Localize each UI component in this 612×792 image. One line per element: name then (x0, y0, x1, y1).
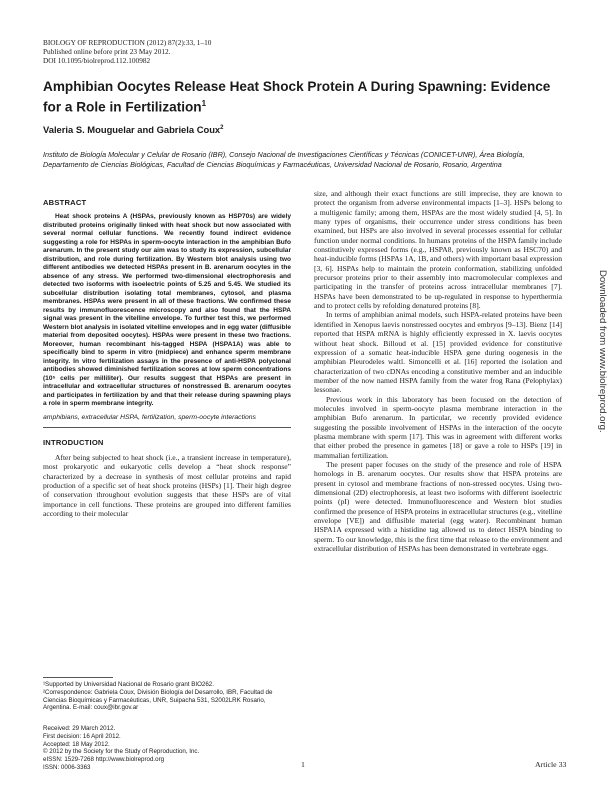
right-column (314, 189, 562, 553)
footnote-funding: ¹Supported by Universidad Nacional de Rosario grant BIO262. (43, 681, 214, 688)
received-date: Received: 29 March 2012. (43, 725, 116, 732)
section-divider (43, 427, 291, 428)
left-column (43, 198, 291, 518)
abstract-body: Heat shock proteins A (HSPAs, previously known as HSP70s) are widely distributed proteins originally linked with heat shock but now associated with several normal cellular functions. We recently found indirect evidence suggesting a role for HSPAs in sperm-oocyte interaction in the amphibian Bufo arenarum. In the present study our aim was to study its expression, subcellular distribution, and role during fertilization. By Western blot analysis using two different antibodies we detected HSPAs present in B. arenarum oocytes in the absence of any stress. We performed two-dimensional electrophoresis and detected two isoforms with isoelectric points of 5.25 and 5.45. We studied its subcellular distribution isolating total membranes, cytosol, and plasma membranes. HSPAs were present in all of these fractions. We confirmed these results by immunofluorescence microscopy and also found that the HSPA signal was present in the vitelline envelope. To further test this, we performed Western blot analysis in isolated vitelline envelopes and in egg water (diffusible material from deposited oocytes). HSPAs were present in these two fractions. Moreover, human recombinant his-tagged HSPA (HSPA1A) was able to specifically bind to sperm in vitro (midpiece) and enhance sperm membrane integrity. In vitro fertilization assays in the presence of anti-HSPA polyclonal antibodies showed diminished fertilization scores at low sperm concentrations (10⁵ cells per milliliter). Our results suggest that HSPAs are present in intracellular and extracellular structures of nonstressed B. arenarum oocytes and participates in fertilization by and that their release during spawning plays a role in sperm membrane integrity. (43, 213, 291, 407)
copyright-line: © 2012 by the Society for the Study of Reproduction, Inc. (43, 748, 200, 756)
abstract-heading: ABSTRACT (43, 198, 87, 207)
page-number: 1 (301, 760, 305, 769)
journal-citation: BIOLOGY OF REPRODUCTION (2012) 87(2):33, 1–10 (43, 38, 212, 47)
article-history (43, 725, 291, 772)
author-footnote-mark: 2 (220, 124, 224, 131)
author-list: Valeria S. Mouguelar and Gabriela Coux$^2$ (43, 124, 224, 135)
accepted-date: Accepted: 18 May 2012. (43, 740, 110, 748)
first-decision-date: First decision: 16 April 2012. (43, 732, 121, 740)
download-watermark (596, 270, 610, 570)
introduction-heading: INTRODUCTION (43, 438, 104, 447)
article-number: Article 33 (535, 760, 567, 769)
introduction-paragraph: After being subjected to heat shock (i.e., a transient increase in temperature), most prokaryotic and eukaryotic cells develop a “heat shock response” characterized by a decrease in synthesis of most cellular proteins and rapid production of a specific set of heat shock proteins (HSPs) [1]. Their high degree of conservation throughout evolution suggests that these HSPs are of vital importance in cell functions. These proteins are grouped into different families according to their molecular (43, 453, 291, 519)
author-affiliation: Instituto de Biología Molecular y Celular de Rosario (IBR), Consejo Nacional de Investigaciones Científicas y Técnicas (CONICET-UNR), Área Biología, Departamento de Ciencias Biológicas, Facultad de Ciencias Bioquímicas y Farmacéuticas, Universidad Nacional de Rosario, Rosario, Argentina (43, 150, 525, 169)
doi-link[interactable]: DOI 10.1095/biolreprod.112.100982 (43, 56, 151, 65)
body-paragraph-1: size, and although their exact functions are still imprecise, they are known to protect the organism from adverse environmental impacts [1–3]. HSPs belong to a multigenic family; among them, HSPAs are the most widely studied [4, 5]. In many types of organisms, their occurrence under stress conditions has been examined, but HSPs are also involved in several processes essential for cellular function under normal conditions. In humans proteins of the HSPA family include constitutively expressed forms (e.g., HSPA8, previously known as HSC70) and heat-inducible forms (HSPAs 1A, 1B, and others) with important basal expression [3, 6]. HSPAs help to maintain the protein conformation, stabilizing unfolded precursor proteins prior to their assembly into macromolecular complexes and participating in the transfer of proteins across intracellular membranes [7]. HSPAs have been demonstrated to be up-regulated in response to hyperthermia and to protect cells by refolding denatured proteins [8]. (314, 189, 562, 311)
title-footnote-mark: 1 (201, 99, 207, 108)
issn-line: ISSN: 0006-3363 (43, 763, 91, 771)
keywords: amphibians, extracellular HSPA, fertilization, sperm-oocyte interactions (43, 413, 256, 421)
body-paragraph-2: In terms of amphibian animal models, such HSPA-related proteins have been identified in Xenopus laevis nonstressed oocytes and embryos [9–13]. Bienz [14] reported that HSPA mRNA is highly efficiently expressed in X. laevis oocytes without heat shock. Billoud et al. [15] provided evidence for constitutive expression of a somatic heat-inducible HSPA gene during oogenesis in the amphibian Pleurodeles waltl. Simoncelli et al. [16] reported the isolation and characterization of two cDNAs encoding a constitutive member and an inducible member of the now named HSPA family from the water frog Rana (Pelophylax) lessonae. (314, 310, 562, 395)
footnotes (43, 677, 291, 712)
download-watermark-text[interactable]: Downloaded from www.biolreprod.org. (597, 270, 608, 433)
body-paragraph-3: Previous work in this laboratory has been focused on the detection of molecules involved in sperm-oocyte plasma membrane interaction in the amphibian Bufo arenarum. In particular, we recently provided evidence suggesting the possible involvement of HSPAs in the interaction of the oocyte plasma membrane with sperm [17]. This was in agreement with different works that either probed the presence in gametes [18] or gave a role to HSPs [19] in mammalian fertilization. (314, 394, 562, 460)
eissn-line[interactable]: eISSN: 1529-7268 http://www.biolreprod.org (43, 756, 165, 764)
footnote-correspondence: ²Correspondence: Gabriela Coux, División Biología del Desarrollo, IBR, Facultad de Ciencias Bioquímicas y Farmacéuticas, UNR, Suipacha 531, S2002LRK Rosario, Argentina. E-mail: coux@ibr.gov.ar (43, 688, 273, 712)
footnote-rule (43, 677, 113, 678)
article-title: Amphibian Oocytes Release Heat Shock Protein A During Spawning: Evidence for a Role in Fertilization$^1$ (43, 79, 551, 115)
body-paragraph-4: The present paper focuses on the study of the presence and role of HSPA homologs in B. arenarum oocytes. Our results show that HSPA proteins are present in cytosol and membrane fractions of non-stressed oocytes. Using two-dimensional (2D) electrophoresis, at least two isoforms with different isoelectric points (pI) were detected. Immunofluorescence and Western blot studies confirmed the presence of HSPA proteins in extracellular structures (e.g., vitelline envelope [VE]) and diffusible material (egg water). Recombinant human HSPA1A expressed with a histidine tag allowed us to detect HSPA binding to sperm. To our knowledge, this is the first time that release to the environment and extracellular distribution of HSPAs has been demonstrated in vertebrate eggs. (314, 459, 562, 554)
published-online-line: Published online before print 23 May 2012. (43, 47, 171, 56)
